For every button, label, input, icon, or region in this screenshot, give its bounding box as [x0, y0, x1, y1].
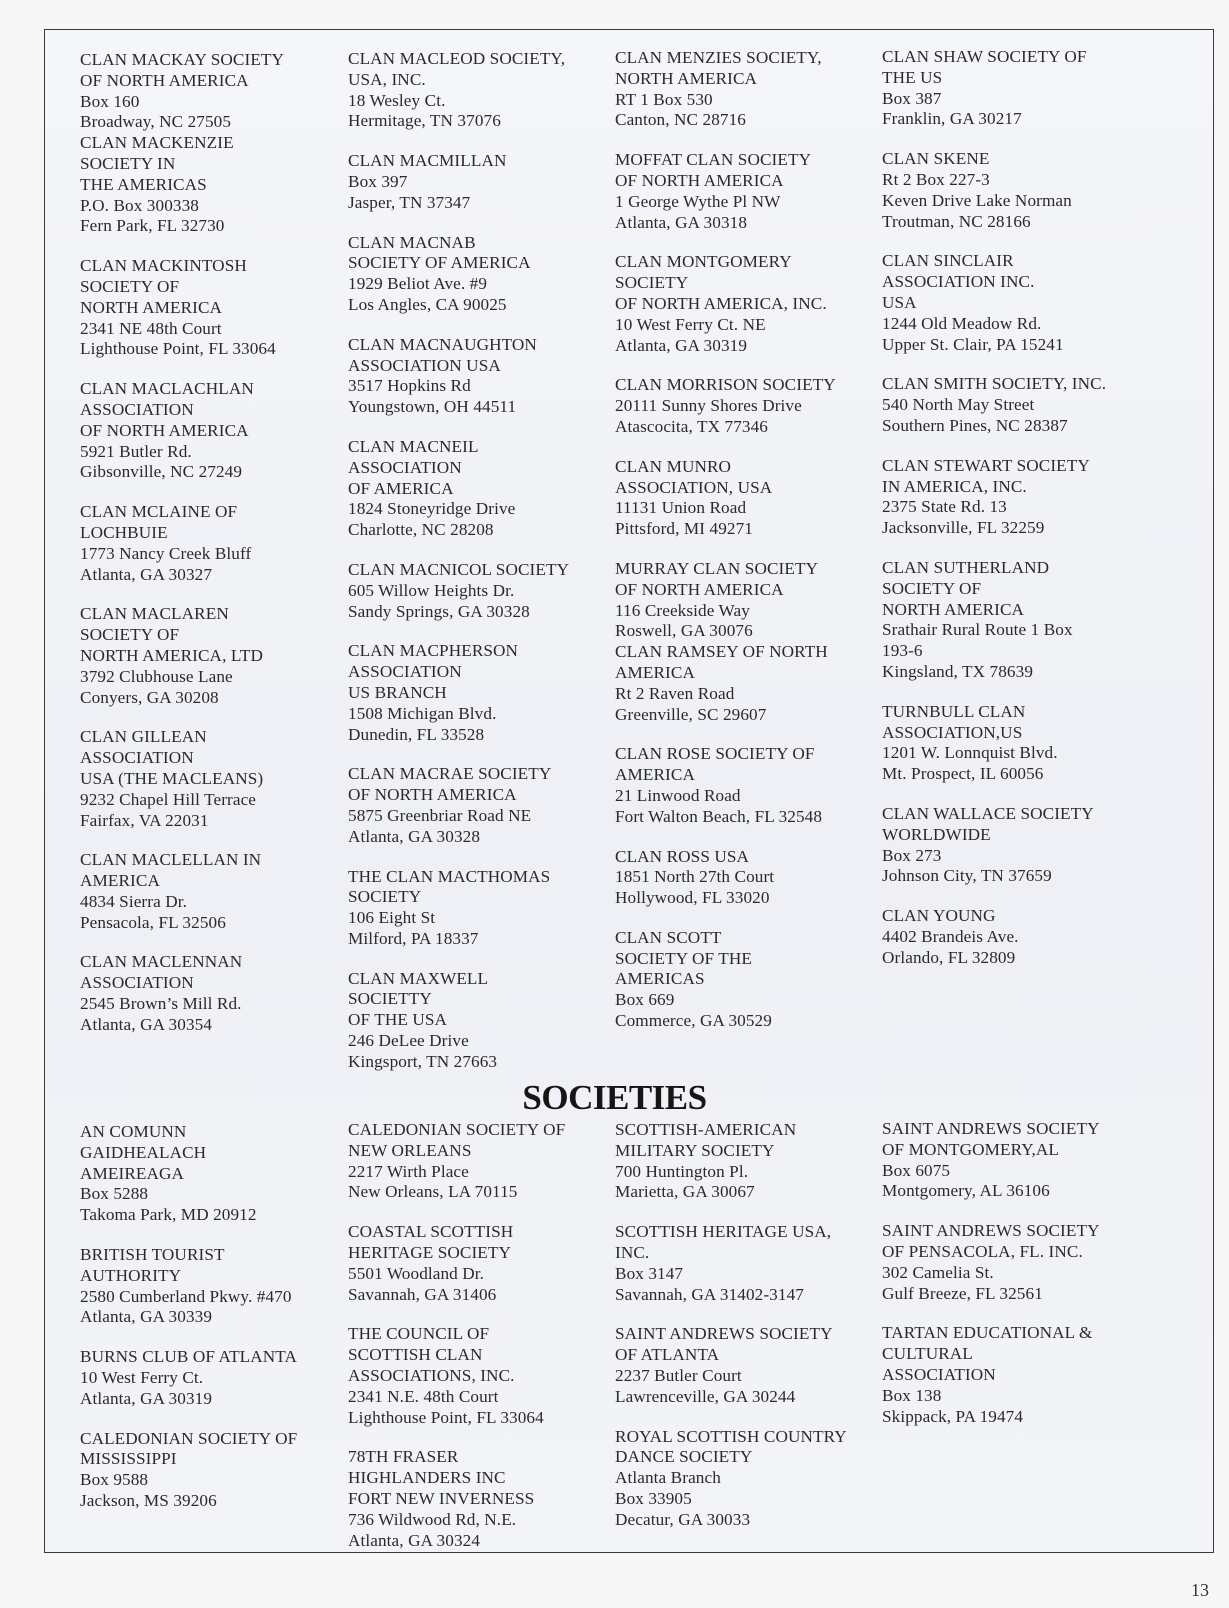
- directory-entry: [348, 49, 610, 132]
- entry-line: Box 3147: [615, 1263, 684, 1283]
- entry-name: CLAN WALLACE SOCIETY: [882, 803, 1094, 823]
- entry-line: NEW ORLEANS: [348, 1140, 472, 1160]
- directory-entry: [882, 374, 1144, 436]
- entry-line: Los Angles, CA 90025: [348, 294, 507, 314]
- directory-entry: [882, 702, 1144, 785]
- directory-entry: [80, 1429, 342, 1512]
- directory-entry: [882, 149, 1144, 232]
- directory-entry: [80, 50, 342, 237]
- entry-line: US BRANCH: [348, 682, 447, 702]
- entry-line: NORTH AMERICA: [882, 599, 1025, 619]
- entry-line: OF NORTH AMERICA: [80, 420, 249, 440]
- entry-line: 3792 Clubhouse Lane: [80, 666, 233, 686]
- entry-name: SAINT ANDREWS SOCIETY: [882, 1221, 1100, 1241]
- directory-entry: [348, 1120, 610, 1203]
- entry-line: Atlanta, GA 30324: [348, 1530, 481, 1550]
- societies-heading: SOCIETIES: [522, 1078, 707, 1117]
- entry-name: CLAN SMITH SOCIETY, INC.: [882, 374, 1107, 394]
- directory-entry: [80, 1347, 342, 1409]
- directory-entry: [80, 727, 342, 831]
- directory-entry: [615, 1324, 877, 1407]
- entry-line: 9232 Chapel Hill Terrace: [80, 789, 257, 809]
- entry-line: 1773 Nancy Creek Bluff: [80, 543, 252, 563]
- entry-name: TARTAN EDUCATIONAL &: [882, 1323, 1093, 1343]
- directory-entry: [882, 47, 1144, 130]
- entry-line: ASSOCIATION: [80, 399, 194, 419]
- entry-name: CLAN MENZIES SOCIETY,: [615, 48, 822, 67]
- entry-line: Rt 2 Raven Road: [615, 683, 735, 703]
- directory-entry: [348, 641, 610, 745]
- entry-line: CULTURAL: [882, 1344, 973, 1364]
- entry-line: 700 Huntington Pl.: [615, 1161, 749, 1181]
- entry-line: OF ATLANTA: [615, 1345, 720, 1365]
- entry-name: CALEDONIAN SOCIETY OF: [348, 1120, 566, 1139]
- entry-line: USA: [882, 292, 917, 312]
- directory-entry: [348, 969, 610, 1073]
- entry-name: SCOTTISH-AMERICAN: [615, 1120, 797, 1139]
- directory-entry: [615, 847, 877, 909]
- entry-line: ASSOCIATION: [348, 662, 462, 682]
- entry-line: ASSOCIATION USA: [348, 355, 501, 375]
- entry-name: CLAN MONTGOMERY: [615, 252, 792, 272]
- entry-line: Kingsland, TX 78639: [882, 661, 1034, 681]
- directory-entry: [80, 502, 342, 585]
- entry-line: Atlanta, GA 30327: [80, 564, 213, 584]
- entry-line: Franklin, GA 30217: [882, 109, 1022, 129]
- entry-line: THE AMERICAS: [80, 174, 207, 194]
- entry-line: OF NORTH AMERICA: [615, 170, 784, 190]
- entry-line: SOCIETY OF: [80, 625, 180, 645]
- entry-line: Box 273: [882, 845, 942, 865]
- entry-line: 246 DeLee Drive: [348, 1031, 469, 1051]
- entry-line: Fern Park, FL 32730: [80, 216, 225, 236]
- entry-name: CLAN YOUNG: [882, 906, 996, 926]
- entry-line: P.O. Box 300338: [80, 195, 199, 215]
- entry-line: HIGHLANDERS INC: [348, 1468, 506, 1488]
- entry-line: 1824 Stoneyridge Drive: [348, 499, 516, 519]
- entry-name: BURNS CLUB OF ATLANTA: [80, 1347, 298, 1367]
- entry-line: SOCIETY IN: [80, 153, 176, 173]
- entry-name: CLAN STEWART SOCIETY: [882, 455, 1090, 475]
- entry-line: 302 Camelia St.: [882, 1262, 994, 1282]
- entry-name: CLAN MACLELLAN IN: [80, 850, 262, 870]
- entry-line: NORTH AMERICA, LTD: [80, 645, 263, 665]
- entry-line: USA (THE MACLEANS): [80, 768, 264, 788]
- entry-line: Greenville, SC 29607: [615, 704, 767, 724]
- entry-name: THE CLAN MACTHOMAS: [348, 866, 551, 886]
- directory-entry: [80, 850, 342, 933]
- entry-line: Hollywood, FL 33020: [615, 888, 770, 908]
- entry-name: CLAN MACNAB: [348, 232, 476, 252]
- entry-line: Rt 2 Box 227-3: [882, 169, 990, 189]
- entry-line: Troutman, NC 28166: [882, 211, 1031, 231]
- entry-line: Box 397: [348, 171, 408, 191]
- entry-line: MISSISSIPPI: [80, 1449, 177, 1469]
- entry-line: Box 5288: [80, 1184, 149, 1204]
- entry-name: AN COMUNN: [80, 1122, 187, 1141]
- entry-name: CLAN MACLAREN: [80, 604, 229, 624]
- entry-line: Atlanta, GA 30354: [80, 1014, 213, 1034]
- entry-line: 1851 North 27th Court: [615, 867, 775, 887]
- entry-name: CLAN MACNAUGHTON: [348, 334, 537, 354]
- entry-line: Box 669: [615, 990, 675, 1010]
- entry-line: Johnson City, TN 37659: [882, 866, 1052, 886]
- entry-line: 3517 Hopkins Rd: [348, 376, 471, 396]
- entry-line: 1929 Beliot Ave. #9: [348, 274, 488, 294]
- directory-entry: [882, 456, 1144, 539]
- entry-line: 20111 Sunny Shores Drive: [615, 396, 802, 416]
- entry-line: 11131 Union Road: [615, 498, 747, 518]
- entry-line: ASSOCIATION: [348, 457, 462, 477]
- entry-line: OF NORTH AMERICA: [348, 785, 517, 805]
- entry-line: Fort Walton Beach, FL 32548: [615, 806, 823, 826]
- entry-line: MILITARY SOCIETY: [615, 1140, 775, 1160]
- society-column-3: [615, 1120, 877, 1550]
- entry-line: OF MONTGOMERY,AL: [882, 1139, 1059, 1159]
- entry-line: 2341 N.E. 48th Court: [348, 1386, 499, 1406]
- directory-entry: [882, 906, 1144, 968]
- entry-name: CLAN MACLENNAN: [80, 952, 243, 972]
- entry-name: ROYAL SCOTTISH COUNTRY: [615, 1426, 847, 1446]
- entry-line: Atlanta, GA 30328: [348, 826, 481, 846]
- entry-line: 106 Eight St: [348, 908, 436, 928]
- entry-line: RT 1 Box 530: [615, 89, 713, 109]
- directory-entry: [348, 867, 610, 950]
- entry-line: ASSOCIATION, USA: [615, 477, 773, 497]
- entry-line: GAIDHEALACH: [80, 1142, 207, 1162]
- entry-line: Gulf Breeze, FL 32561: [882, 1283, 1043, 1303]
- entry-line: SOCIETY: [348, 887, 422, 907]
- directory-entry: [80, 256, 342, 360]
- entry-line: CLAN MACKENZIE: [80, 133, 234, 153]
- directory-entry: [348, 151, 610, 213]
- entry-line: 736 Wildwood Rd, N.E.: [348, 1509, 517, 1529]
- entry-line: Kingsport, TN 27663: [348, 1051, 498, 1071]
- clan-column-4: [882, 47, 1144, 987]
- clan-column-3: [615, 48, 877, 1051]
- entry-name: CALEDONIAN SOCIETY OF: [80, 1428, 298, 1448]
- entry-line: SOCIETY OF: [80, 276, 180, 296]
- directory-entry: [882, 558, 1144, 683]
- entry-line: DANCE SOCIETY: [615, 1447, 753, 1467]
- entry-line: Skippack, PA 19474: [882, 1406, 1024, 1426]
- entry-line: 2580 Cumberland Pkwy. #470: [80, 1286, 292, 1306]
- entry-name: TURNBULL CLAN: [882, 701, 1026, 721]
- entry-line: SOCIETY OF THE: [615, 948, 752, 968]
- entry-line: Lawrenceville, GA 30244: [615, 1386, 796, 1406]
- entry-name: CLAN MORRISON SOCIETY: [615, 375, 836, 395]
- entry-line: Sandy Springs, GA 30328: [348, 601, 530, 621]
- entry-name: MURRAY CLAN SOCIETY: [615, 558, 819, 578]
- entry-line: Box 160: [80, 91, 140, 111]
- entry-line: 540 North May Street: [882, 395, 1035, 415]
- entry-name: CLAN MACKINTOSH: [80, 256, 247, 276]
- directory-entry: [348, 560, 610, 622]
- directory-entry: [80, 604, 342, 708]
- entry-line: 605 Willow Heights Dr.: [348, 580, 515, 600]
- entry-line: ASSOCIATION INC.: [882, 272, 1035, 292]
- entry-name: CLAN SUTHERLAND: [882, 557, 1050, 577]
- entry-name: 78TH FRASER: [348, 1447, 459, 1467]
- directory-entry: [615, 48, 877, 131]
- entry-line: Mt. Prospect, IL 60056: [882, 764, 1044, 784]
- society-column-1: [80, 1122, 342, 1531]
- entry-name: CLAN MACRAE SOCIETY: [348, 764, 552, 784]
- directory-entry: [615, 559, 877, 725]
- entry-line: Atlanta, GA 30339: [80, 1307, 213, 1327]
- entry-line: AMERICA: [80, 871, 160, 891]
- entry-line: AMERICA: [615, 765, 695, 785]
- directory-entry: [615, 1427, 877, 1531]
- directory-entry: [348, 1447, 610, 1551]
- entry-line: Box 6075: [882, 1160, 951, 1180]
- directory-entry: [80, 952, 342, 1035]
- directory-entry: [882, 804, 1144, 887]
- directory-entry: [80, 379, 342, 483]
- directory-entry: [882, 1119, 1144, 1202]
- directory-entry: [615, 1222, 877, 1305]
- directory-entry: [348, 1324, 610, 1428]
- directory-entry: [348, 233, 610, 316]
- entry-line: OF NORTH AMERICA: [80, 70, 249, 90]
- entry-line: HERITAGE SOCIETY: [348, 1242, 512, 1262]
- entry-name: CLAN MACNEIL: [348, 436, 479, 456]
- entry-name: CLAN MACMILLAN: [348, 151, 507, 171]
- entry-line: NORTH AMERICA: [615, 68, 758, 88]
- entry-line: 1201 W. Lonnquist Blvd.: [882, 743, 1058, 763]
- entry-line: NORTH AMERICA: [80, 297, 223, 317]
- entry-line: Dunedin, FL 33528: [348, 724, 485, 744]
- entry-line: 193-6: [882, 641, 923, 661]
- entry-line: INC.: [615, 1242, 650, 1262]
- directory-entry: [615, 1120, 877, 1203]
- entry-line: Atlanta, GA 30319: [615, 335, 748, 355]
- entry-line: Marietta, GA 30067: [615, 1182, 755, 1202]
- entry-line: Youngstown, OH 44511: [348, 397, 517, 417]
- entry-line: SOCIETY: [615, 273, 689, 293]
- directory-entry: [615, 252, 877, 356]
- entry-name: CLAN MACLEOD SOCIETY,: [348, 49, 566, 68]
- entry-line: 2237 Butler Court: [615, 1365, 742, 1385]
- entry-line: New Orleans, LA 70115: [348, 1182, 518, 1202]
- entry-line: 116 Creekside Way: [615, 600, 750, 620]
- entry-name: CLAN SCOTT: [615, 927, 722, 947]
- entry-line: Gibsonville, NC 27249: [80, 462, 243, 482]
- directory-entry: [615, 928, 877, 1032]
- entry-line: AMERICAS: [615, 969, 705, 989]
- entry-line: Milford, PA 18337: [348, 928, 479, 948]
- entry-line: Orlando, FL 32809: [882, 947, 1016, 967]
- clan-column-2: [348, 49, 610, 1092]
- directory-entry: [348, 437, 610, 541]
- clan-column-1: [80, 50, 342, 1055]
- society-column-2: [348, 1120, 610, 1570]
- entry-name: CLAN MACLACHLAN: [80, 379, 254, 399]
- entry-line: 10 West Ferry Ct.: [80, 1367, 204, 1387]
- entry-line: OF NORTH AMERICA, INC.: [615, 293, 827, 313]
- entry-line: Commerce, GA 30529: [615, 1011, 772, 1031]
- entry-line: AMERICA: [615, 662, 695, 682]
- entry-line: 5921 Butler Rd.: [80, 441, 192, 461]
- entry-line: 4834 Sierra Dr.: [80, 891, 187, 911]
- entry-line: Savannah, GA 31406: [348, 1284, 497, 1304]
- entry-line: Upper St. Clair, PA 15241: [882, 334, 1064, 354]
- entry-line: OF PENSACOLA, FL. INC.: [882, 1241, 1083, 1261]
- directory-entry: [80, 1122, 342, 1226]
- entry-name: CLAN SHAW SOCIETY OF: [882, 47, 1087, 66]
- directory-entry: [615, 744, 877, 827]
- entry-line: Box 387: [882, 88, 942, 108]
- entry-line: 1 George Wythe Pl NW: [615, 191, 781, 211]
- entry-line: AMEIREAGA: [80, 1163, 185, 1183]
- directory-entry: [615, 375, 877, 437]
- entry-line: Box 138: [882, 1385, 942, 1405]
- entry-line: THE US: [882, 67, 943, 87]
- entry-line: ASSOCIATION: [80, 748, 194, 768]
- directory-entry: [348, 1222, 610, 1305]
- entry-line: Jackson, MS 39206: [80, 1490, 217, 1510]
- entry-name: SAINT ANDREWS SOCIETY: [882, 1119, 1100, 1138]
- entry-line: ASSOCIATION,US: [882, 722, 1023, 742]
- entry-line: Conyers, GA 30208: [80, 687, 219, 707]
- entry-line: Box 9588: [80, 1470, 149, 1490]
- directory-entry: [348, 764, 610, 847]
- directory-entry: [348, 335, 610, 418]
- entry-line: OF AMERICA: [348, 478, 454, 498]
- entry-name: CLAN MACKAY SOCIETY: [80, 50, 285, 69]
- entry-name: CLAN ROSS USA: [615, 846, 750, 866]
- entry-line: ASSOCIATIONS, INC.: [348, 1365, 515, 1385]
- directory-entry: [882, 1323, 1144, 1427]
- entry-line: LOCHBUIE: [80, 522, 168, 542]
- entry-line: 2341 NE 48th Court: [80, 318, 222, 338]
- entry-line: ASSOCIATION: [80, 973, 194, 993]
- entry-name: CLAN MUNRO: [615, 456, 732, 476]
- entry-line: Decatur, GA 30033: [615, 1509, 751, 1529]
- entry-line: Lighthouse Point, FL 33064: [80, 339, 276, 359]
- entry-line: Pensacola, FL 32506: [80, 912, 226, 932]
- entry-name: CLAN ROSE SOCIETY OF: [615, 744, 815, 764]
- entry-line: Jasper, TN 37347: [348, 192, 471, 212]
- directory-entry: [882, 251, 1144, 355]
- page-number: 13: [1191, 1580, 1209, 1600]
- entry-line: Charlotte, NC 28208: [348, 520, 494, 540]
- directory-entry: [615, 457, 877, 540]
- entry-line: Broadway, NC 27505: [80, 112, 232, 132]
- entry-line: OF THE USA: [348, 1010, 448, 1030]
- entry-line: Atascocita, TX 77346: [615, 416, 768, 436]
- entry-line: Atlanta Branch: [615, 1468, 721, 1488]
- directory-entry: [882, 1221, 1144, 1304]
- entry-line: Canton, NC 28716: [615, 110, 746, 130]
- entry-line: Atlanta, GA 30319: [80, 1388, 213, 1408]
- entry-line: SCOTTISH CLAN: [348, 1345, 483, 1365]
- entry-line: 1508 Michigan Blvd.: [348, 703, 497, 723]
- entry-name: MOFFAT CLAN SOCIETY: [615, 150, 812, 170]
- entry-line: AUTHORITY: [80, 1265, 182, 1285]
- entry-name: SCOTTISH HERITAGE USA,: [615, 1222, 832, 1242]
- entry-line: Montgomery, AL 36106: [882, 1181, 1050, 1201]
- directory-entry: [80, 1245, 342, 1328]
- entry-line: OF NORTH AMERICA: [615, 579, 784, 599]
- entry-line: 1244 Old Meadow Rd.: [882, 313, 1042, 333]
- entry-line: Srathair Rural Route 1 Box: [882, 620, 1073, 640]
- entry-name: SAINT ANDREWS SOCIETY: [615, 1324, 833, 1344]
- entry-line: FORT NEW INVERNESS: [348, 1488, 535, 1508]
- entry-line: USA, INC.: [348, 69, 426, 89]
- entry-name: BRITISH TOURIST: [80, 1244, 225, 1264]
- society-column-4: [882, 1119, 1144, 1446]
- entry-name: CLAN SKENE: [882, 149, 990, 169]
- entry-line: SOCIETTY: [348, 989, 432, 1009]
- entry-line: ASSOCIATION: [882, 1364, 996, 1384]
- entry-name: CLAN GILLEAN: [80, 727, 207, 747]
- entry-line: Jacksonville, FL 32259: [882, 518, 1045, 538]
- entry-line: WORLDWIDE: [882, 824, 991, 844]
- entry-line: 2545 Brown’s Mill Rd.: [80, 994, 242, 1014]
- entry-line: Keven Drive Lake Norman: [882, 190, 1072, 210]
- entry-line: Southern Pines, NC 28387: [882, 415, 1068, 435]
- entry-line: 18 Wesley Ct.: [348, 90, 446, 110]
- directory-entry: [615, 150, 877, 233]
- entry-line: SOCIETY OF: [882, 578, 982, 598]
- entry-line: 5875 Greenbriar Road NE: [348, 805, 532, 825]
- entry-line: IN AMERICA, INC.: [882, 476, 1027, 496]
- entry-line: Savannah, GA 31402-3147: [615, 1284, 804, 1304]
- entry-name: COASTAL SCOTTISH: [348, 1222, 514, 1242]
- entry-line: Hermitage, TN 37076: [348, 111, 501, 131]
- entry-line: 2217 Wirth Place: [348, 1161, 469, 1181]
- entry-name: CLAN MAXWELL: [348, 968, 489, 988]
- entry-line: Roswell, GA 30076: [615, 621, 753, 641]
- entry-line: Atlanta, GA 30318: [615, 212, 748, 232]
- entry-line: Pittsford, MI 49271: [615, 519, 753, 539]
- entry-line: 10 West Ferry Ct. NE: [615, 314, 766, 334]
- entry-line: Takoma Park, MD 20912: [80, 1205, 257, 1225]
- entry-line: 21 Linwood Road: [615, 785, 741, 805]
- entry-line: 4402 Brandeis Ave.: [882, 926, 1019, 946]
- entry-line: SOCIETY OF AMERICA: [348, 253, 531, 273]
- entry-name: CLAN MACNICOL SOCIETY: [348, 559, 570, 579]
- entry-line: 5501 Woodland Dr.: [348, 1263, 485, 1283]
- entry-line: 2375 State Rd. 13: [882, 497, 1007, 517]
- entry-name: CLAN SINCLAIR: [882, 251, 1014, 271]
- entry-name: CLAN MCLAINE OF: [80, 502, 238, 522]
- entry-line: CLAN RAMSEY OF NORTH: [615, 642, 828, 662]
- entry-name: THE COUNCIL OF: [348, 1324, 490, 1344]
- entry-line: Box 33905: [615, 1488, 692, 1508]
- entry-line: Lighthouse Point, FL 33064: [348, 1407, 544, 1427]
- entry-line: Fairfax, VA 22031: [80, 810, 209, 830]
- entry-name: CLAN MACPHERSON: [348, 641, 519, 661]
